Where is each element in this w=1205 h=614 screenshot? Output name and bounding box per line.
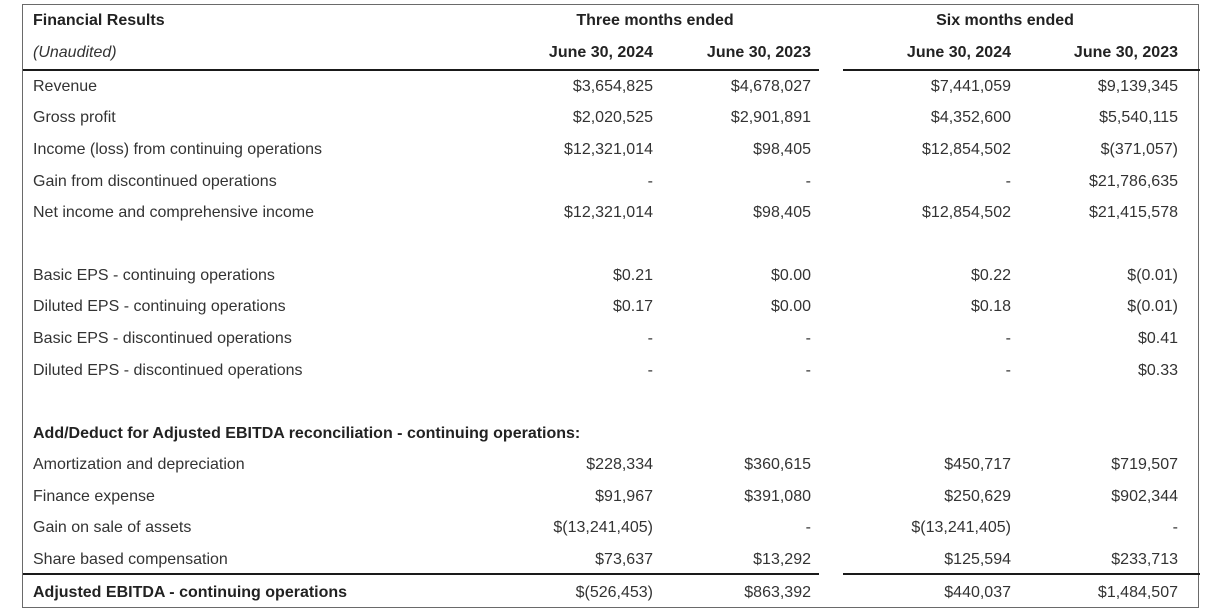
cell-six-2024: $12,854,502 (922, 141, 1011, 158)
cell-three-2024: $91,967 (595, 488, 653, 505)
table-row (23, 323, 1198, 355)
cell-six-2023: $9,139,345 (1097, 78, 1178, 95)
row-label: Diluted EPS - discontinued operations (33, 362, 303, 379)
cell-three-2024: $0.21 (612, 267, 653, 284)
row-label: Revenue (33, 78, 98, 95)
cell-three-2024: $3,654,825 (572, 78, 653, 95)
cell-six-2024: $7,441,059 (930, 78, 1011, 95)
cell-three-2024: - (647, 362, 653, 379)
table-title: Financial Results (33, 12, 165, 29)
cell-six-2024: $125,594 (944, 551, 1011, 568)
table-row (23, 544, 1198, 576)
cell-three-2023: $4,678,027 (730, 78, 811, 95)
cell-three-2023: $98,405 (753, 141, 811, 158)
financial-results-table (22, 4, 1199, 608)
cell-six-2023: $(0.01) (1127, 298, 1178, 315)
table-row (23, 291, 1198, 323)
row-label: Adjusted EBITDA - continuing operations (33, 584, 348, 601)
table-row (23, 71, 1198, 103)
header-row-dates (23, 37, 1198, 69)
table-row (23, 102, 1198, 134)
cell-six-2024: $12,854,502 (922, 204, 1011, 221)
cell-three-2023: - (805, 362, 811, 379)
group-three-months: Three months ended (576, 12, 734, 29)
row-label: Net income and comprehensive income (33, 204, 315, 221)
cell-six-2023: - (1172, 519, 1178, 536)
group-six-months: Six months ended (936, 12, 1074, 29)
cell-six-2024: - (1005, 173, 1011, 190)
cell-three-2024: $0.17 (612, 298, 653, 315)
row-label: Share based compensation (33, 551, 228, 568)
table-row (23, 481, 1198, 513)
cell-six-2023: $719,507 (1111, 456, 1178, 473)
cell-six-2023: $21,786,635 (1089, 173, 1178, 190)
table-row (23, 134, 1198, 166)
cell-six-2023: $233,713 (1111, 551, 1178, 568)
cell-three-2023: $2,901,891 (730, 109, 811, 126)
cell-three-2024: - (647, 330, 653, 347)
cell-three-2023: $391,080 (744, 488, 811, 505)
table-row (23, 355, 1198, 387)
table-row (23, 260, 1198, 292)
header-row-groups (23, 5, 1198, 37)
cell-three-2023: $98,405 (753, 204, 811, 221)
cell-three-2023: $0.00 (770, 298, 811, 315)
cell-three-2023: $13,292 (753, 551, 811, 568)
row-label: Finance expense (33, 488, 155, 505)
cell-six-2023: $(371,057) (1100, 141, 1178, 158)
cell-three-2024: $(526,453) (575, 584, 653, 601)
cell-three-2024: $2,020,525 (572, 109, 653, 126)
cell-six-2024: - (1005, 362, 1011, 379)
table-row (23, 577, 1198, 609)
cell-six-2023: $5,540,115 (1099, 109, 1178, 126)
cell-six-2023: $0.33 (1137, 362, 1178, 379)
cell-six-2023: $1,484,507 (1097, 584, 1178, 601)
table-row (23, 166, 1198, 198)
row-label: Basic EPS - discontinued operations (33, 330, 292, 347)
col-header-three-2024: June 30, 2024 (548, 44, 653, 61)
cell-six-2024: $4,352,600 (930, 109, 1011, 126)
cell-six-2023: $0.41 (1137, 330, 1178, 347)
row-label: Basic EPS - continuing operations (33, 267, 275, 284)
cell-six-2024: $0.22 (970, 267, 1011, 284)
table-row (23, 449, 1198, 481)
row-label: Gain from discontinued operations (33, 173, 277, 190)
table-row (23, 512, 1198, 544)
cell-six-2024: $0.18 (970, 298, 1011, 315)
cell-three-2024: - (647, 173, 653, 190)
row-label: Income (loss) from continuing operations (33, 141, 323, 158)
cell-six-2023: $(0.01) (1127, 267, 1178, 284)
cell-three-2023: $0.00 (770, 267, 811, 284)
col-header-six-2023: June 30, 2023 (1073, 44, 1178, 61)
cell-six-2024: - (1005, 330, 1011, 347)
cell-three-2023: $863,392 (744, 584, 811, 601)
col-header-three-2023: June 30, 2023 (706, 44, 811, 61)
row-label: Add/Deduct for Adjusted EBITDA reconciliation - continuing operations: (33, 425, 581, 442)
cell-three-2024: $73,637 (595, 551, 653, 568)
cell-six-2024: $(13,241,405) (911, 519, 1011, 536)
col-header-six-2024: June 30, 2024 (906, 44, 1011, 61)
cell-three-2023: $360,615 (744, 456, 811, 473)
cell-six-2023: $21,415,578 (1089, 204, 1178, 221)
cell-six-2024: $450,717 (944, 456, 1011, 473)
table-row (23, 197, 1198, 229)
cell-three-2023: - (805, 519, 811, 536)
table-row (23, 418, 1198, 450)
row-label: Amortization and depreciation (33, 456, 245, 473)
cell-three-2024: $(13,241,405) (553, 519, 653, 536)
cell-three-2023: - (805, 173, 811, 190)
cell-three-2024: $12,321,014 (564, 141, 653, 158)
row-label: Diluted EPS - continuing operations (33, 298, 286, 315)
cell-six-2024: $440,037 (944, 584, 1011, 601)
cell-six-2023: $902,344 (1111, 488, 1178, 505)
cell-three-2023: - (805, 330, 811, 347)
row-label: Gain on sale of assets (33, 519, 192, 536)
cell-three-2024: $228,334 (586, 456, 653, 473)
row-label: Gross profit (33, 109, 116, 126)
table-subtitle: (Unaudited) (33, 44, 117, 61)
cell-three-2024: $12,321,014 (564, 204, 653, 221)
cell-six-2024: $250,629 (944, 488, 1011, 505)
